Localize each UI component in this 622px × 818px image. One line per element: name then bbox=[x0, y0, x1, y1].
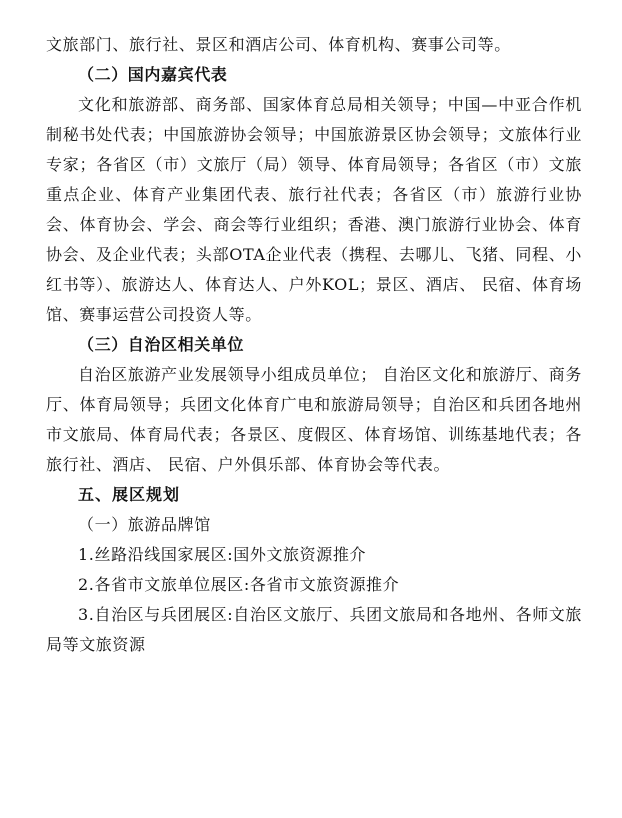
section-three-body: 自治区旅游产业发展领导小组成员单位； 自治区文化和旅游厅、商务厅、体育局领导；兵团文化体育广电和旅游局领导；自治区和兵团各地州市文旅局、体育局代表；各景区、度假区、体育场馆、训练基地代表；各旅行社、酒店、 民宿、户外俱乐部、体育协会等代表。 bbox=[46, 365, 582, 474]
section-two-body: 文化和旅游部、商务部、国家体育总局相关领导；中国—中亚合作机制秘书处代表；中国旅游协会领导；中国旅游景区协会领导；文旅体行业专家；各省区（市）文旅厅（局）领导、体育局领导；各省区（市）文旅重点企业、体育产业集团代表、旅行社代表；各省区（市）旅游行业协会、体育协会、学会、商会等行业组织；香港、澳门旅游行业协会、体育协会、及企业代表；头部OTA企业代表（携程、去哪儿、飞猪、同程、小红书等）、旅游达人、体育达人、户外KOL；景区、酒店、 民宿、体育场馆、赛事运营公司投资人等。 bbox=[46, 95, 582, 324]
intro-paragraph: 文旅部门、旅行社、景区和酒店公司、体育机构、赛事公司等。 bbox=[46, 35, 511, 54]
exhibit-item-3: 3.自治区与兵团展区:自治区文旅厅、兵团文旅局和各地州、各师文旅局等文旅资源 bbox=[46, 605, 582, 654]
section-five-heading: 五、展区规划 bbox=[78, 485, 181, 504]
exhibit-item-2: 2.各省市文旅单位展区:各省市文旅资源推介 bbox=[78, 575, 400, 594]
section-two-heading-text: （二）国内嘉宾代表 bbox=[78, 65, 228, 84]
section-three-heading bbox=[46, 330, 582, 360]
section-three-heading-text: （三）自治区相关单位 bbox=[78, 335, 245, 354]
brand-hall-heading: （一）旅游品牌馆 bbox=[78, 515, 211, 534]
document-page bbox=[46, 30, 582, 660]
exhibit-item-1: 1.丝路沿线国家展区:国外文旅资源推介 bbox=[78, 545, 367, 564]
section-two-heading bbox=[46, 60, 582, 90]
